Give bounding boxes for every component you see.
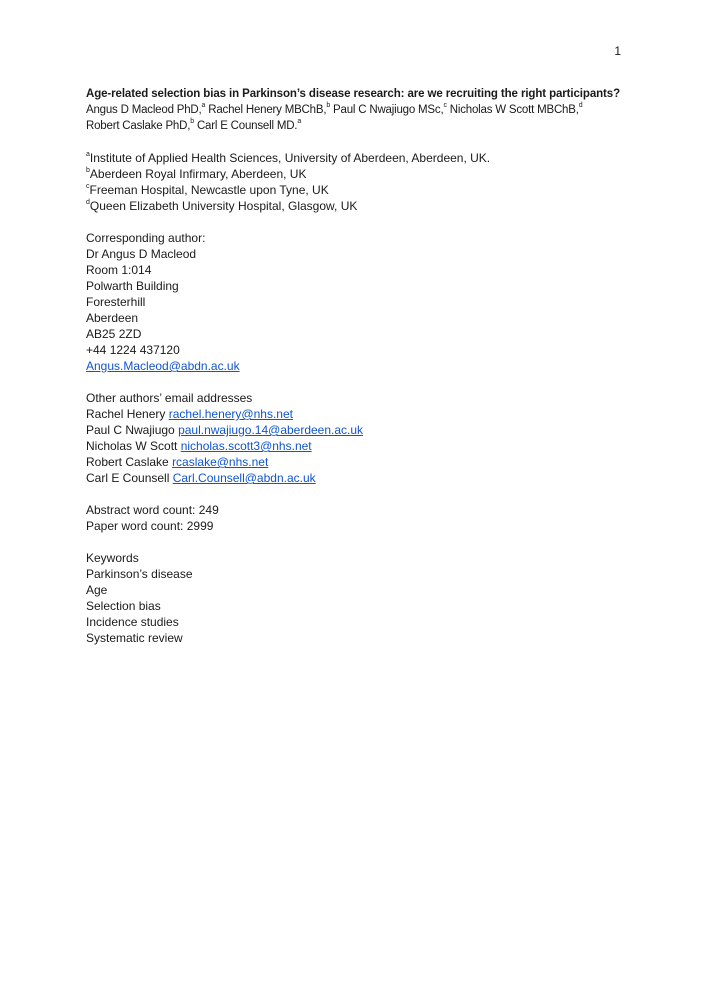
author-name: Nicholas W Scott MBChB, [449,104,579,116]
address-line: Foresterhill [86,295,146,309]
email-link[interactable]: Carl.Counsell@abdn.ac.uk [172,471,316,485]
email-link[interactable]: paul.nwajiugo.14@aberdeen.ac.uk [178,423,364,437]
email-entry: Carl E Counsell Carl.Counsell@abdn.ac.uk [86,471,316,485]
email-link[interactable]: rcaslake@nhs.net [172,455,269,469]
address-line: Dr Angus D Macleod [86,247,197,261]
author-name: Carl E Counsell MD. [196,120,298,132]
keyword-item: Age [86,583,108,597]
author-affiliation-mark: a [297,118,302,126]
author-name: Paul C Nwajiugo MSc, [333,104,444,116]
affiliation-item: $^c$Freeman Hospital, Newcastle upon Tyne, UK [86,183,329,197]
paper-word-count: Paper word count: 2999 [86,519,214,533]
email-entry: Rachel Henery rachel.henery@nhs.net [86,407,293,421]
corresponding-author-block [86,230,626,374]
keywords-heading: Keywords [86,551,139,565]
email-link[interactable]: nicholas.scott3@nhs.net [180,439,312,453]
author-name: Robert Caslake PhD, [86,120,191,132]
author-name: Rachel Henery MBChB, [208,104,327,116]
email-entry: Paul C Nwajiugo paul.nwajiugo.14@aberdeen.ac.uk [86,423,364,437]
affiliation-item: $^b$Aberdeen Royal Infirmary, Aberdeen, UK [86,167,307,181]
keyword-item: Selection bias [86,599,161,613]
phone-number: +44 1224 437120 [86,343,180,357]
keyword-item: Systematic review [86,631,183,645]
author-affiliation-mark: b [326,102,331,110]
keywords-block [86,550,626,646]
page-number: 1 [614,44,621,58]
corresponding-heading: Corresponding author: [86,231,206,245]
address-line: AB25 2ZD [86,327,142,341]
other-emails-heading: Other authors’ email addresses [86,391,253,405]
author-affiliation-mark: a [201,102,206,110]
keyword-item: Incidence studies [86,615,179,629]
email-entry: Robert Caslake rcaslake@nhs.net [86,455,269,469]
author-name: Angus D Macleod PhD, [86,104,202,116]
paper-title: Age-related selection bias in Parkinson’s disease research: are we recruiting the right participants? [86,88,620,100]
author-line-2 [86,118,626,134]
affiliations [86,150,626,214]
word-counts [86,502,626,534]
author-line-1 [86,102,626,118]
email-link[interactable]: rachel.henery@nhs.net [168,407,293,421]
keyword-item: Parkinson’s disease [86,567,193,581]
address-line: Polwarth Building [86,279,179,293]
author-affiliation-mark: b [190,118,194,126]
author-affiliation-mark: c [443,102,447,110]
address-line: Room 1:014 [86,263,152,277]
author-affiliation-mark: d [578,102,583,110]
abstract-word-count: Abstract word count: 249 [86,503,219,517]
affiliation-item: $^d$Queen Elizabeth University Hospital, Glasgow, UK [86,199,358,213]
email-entry: Nicholas W Scott nicholas.scott3@nhs.net [86,439,312,453]
corresponding-email-link[interactable]: Angus.Macleod@abdn.ac.uk [86,359,240,373]
address-line: Aberdeen [86,311,139,325]
affiliation-item: $^a$Institute of Applied Health Sciences, University of Aberdeen, Aberdeen, UK. [86,151,491,165]
other-emails-block [86,390,626,486]
title-page [86,86,626,646]
